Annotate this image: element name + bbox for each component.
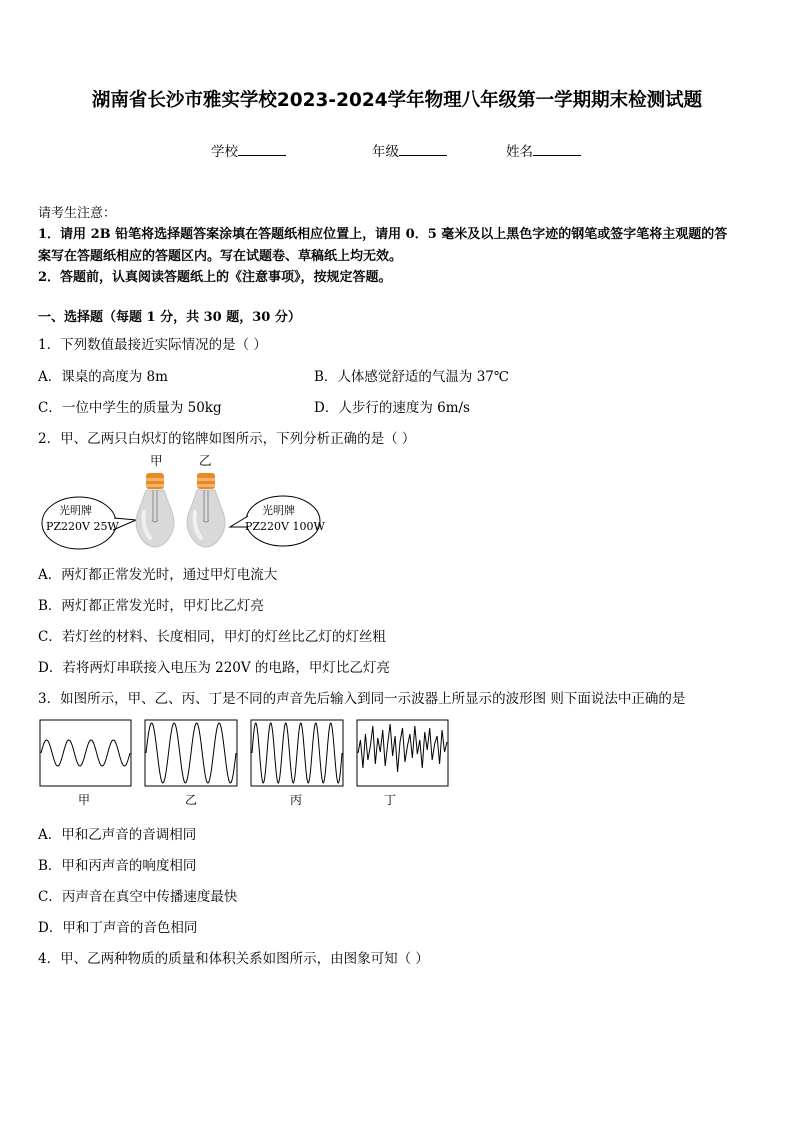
wave-label-bing: 丙 <box>289 793 303 807</box>
name-label: 姓名 <box>506 144 533 160</box>
wave-label-jia: 甲 <box>77 793 91 807</box>
page-title: 湖南省长沙市雅实学校2023-2024学年物理八年级第一学期期末检测试题 <box>91 90 703 111</box>
oscilloscope-waveforms-figure <box>38 716 453 810</box>
waveform-yi <box>145 720 237 807</box>
q3-option-c[interactable]: C．丙声音在真空中传播速度最快 <box>38 889 238 905</box>
q1-option-b[interactable]: B．人体感觉舒适的气温为 37℃ <box>314 369 509 385</box>
q2-option-b[interactable]: B．两灯都正常发光时，甲灯比乙灯亮 <box>38 598 264 614</box>
student-info-fields <box>211 140 286 160</box>
bulb-label-jia: 甲 <box>150 453 163 468</box>
question-2-stem: 2．甲、乙两只白炽灯的铭牌如图所示，下列分析正确的是（ ） <box>38 431 416 447</box>
question-4-stem: 4．甲、乙两种物质的质量和体积关系如图所示，由图象可知（ ） <box>38 951 429 967</box>
light-bulbs-figure <box>40 450 330 555</box>
right-bubble-brand: 光明牌 <box>262 504 295 517</box>
waveform-jia <box>40 720 131 807</box>
q1-option-c[interactable]: C．一位中学生的质量为 50kg <box>38 400 222 416</box>
bulb-yi-icon <box>187 473 225 547</box>
right-nameplate-bubble <box>230 496 325 546</box>
grade-field <box>372 140 447 160</box>
wave-label-yi: 乙 <box>184 793 198 807</box>
q3-option-d[interactable]: D．甲和丁声音的音色相同 <box>38 920 198 936</box>
school-blank[interactable] <box>238 142 286 156</box>
name-field <box>506 140 581 160</box>
right-bubble-rating: PZ220V 100W <box>245 520 325 533</box>
q2-option-d[interactable]: D．若将两灯串联接入电压为 220V 的电路，甲灯比乙灯亮 <box>38 660 390 676</box>
section-1-heading: 一、选择题（每题 1 分，共 30 题，30 分） <box>38 310 301 325</box>
left-nameplate-bubble <box>42 497 136 549</box>
question-1-stem: 1．下列数值最接近实际情况的是（ ） <box>38 337 267 353</box>
bulb-label-yi: 乙 <box>199 453 212 468</box>
notice-item-1-line-1: 1．请用 2B 铅笔将选择题答案涂填在答题纸相应位置上，请用 0．5 毫米及以上黑色字迹的钢笔或签字笔将主观题的答 <box>38 227 728 242</box>
wave-label-ding: 丁 <box>383 793 397 807</box>
q1-option-a[interactable]: A．课桌的高度为 8m <box>38 369 168 385</box>
grade-label: 年级 <box>372 144 399 160</box>
q3-option-a[interactable]: A．甲和乙声音的音调相同 <box>38 827 197 843</box>
left-bubble-brand: 光明牌 <box>59 504 92 517</box>
q2-option-c[interactable]: C．若灯丝的材料、长度相同，甲灯的灯丝比乙灯的灯丝粗 <box>38 629 386 645</box>
waveform-ding <box>357 720 448 807</box>
q2-option-a[interactable]: A．两灯都正常发光时，通过甲灯电流大 <box>38 567 278 583</box>
name-blank[interactable] <box>533 142 581 156</box>
notice-heading: 请考生注意： <box>38 206 117 221</box>
waveform-bing <box>251 720 343 807</box>
notice-item-1-line-2: 案写在答题纸相应的答题区内。写在试题卷、草稿纸上均无效。 <box>38 249 403 264</box>
question-3-stem: 3．如图所示，甲、乙、丙、丁是不同的声音先后输入到同一示波器上所显示的波形图 则下面说法中正确的是 <box>38 691 686 707</box>
q3-option-b[interactable]: B．甲和丙声音的响度相同 <box>38 858 197 874</box>
q1-option-d[interactable]: D．人步行的速度为 6m/s <box>314 400 470 416</box>
school-label: 学校 <box>211 144 238 160</box>
left-bubble-rating: PZ220V 25W <box>46 520 119 533</box>
bulb-jia-icon <box>136 473 174 547</box>
grade-blank[interactable] <box>399 142 447 156</box>
notice-item-2: 2．答题前，认真阅读答题纸上的《注意事项》，按规定答题。 <box>38 270 392 285</box>
